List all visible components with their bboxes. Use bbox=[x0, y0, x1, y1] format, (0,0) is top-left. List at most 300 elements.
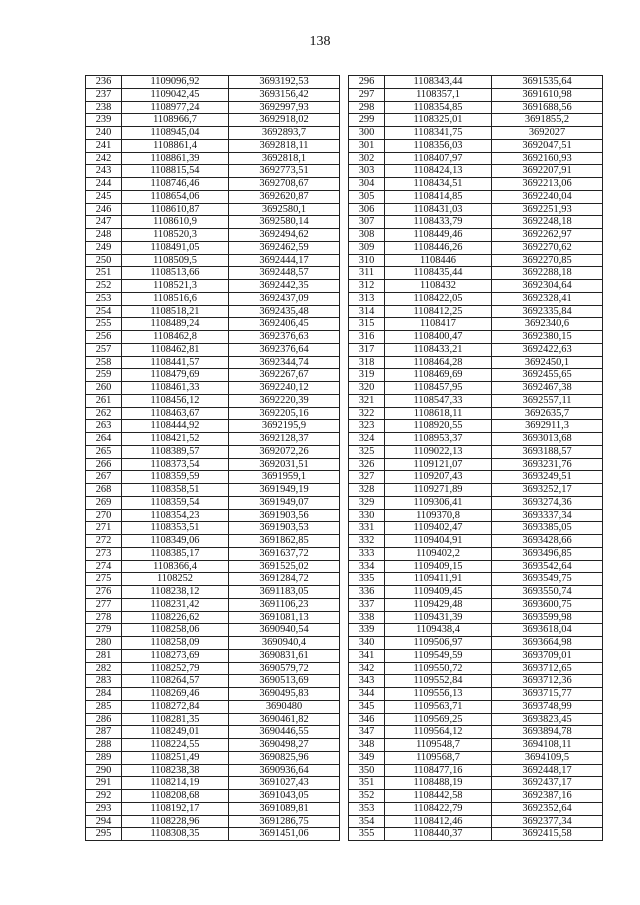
x-coordinate-cell: 1108746,46 bbox=[122, 178, 229, 191]
point-number-cell: 242 bbox=[86, 152, 122, 165]
y-coordinate-cell: 3693823,45 bbox=[492, 713, 603, 726]
point-number-cell: 256 bbox=[86, 331, 122, 344]
table-row bbox=[349, 637, 603, 650]
point-number-cell: 354 bbox=[349, 815, 385, 828]
point-number-cell: 350 bbox=[349, 764, 385, 777]
coordinates-table-left bbox=[85, 75, 340, 841]
y-coordinate-cell: 3691284,72 bbox=[229, 573, 340, 586]
table-row bbox=[86, 802, 340, 815]
x-coordinate-cell: 1108421,52 bbox=[122, 433, 229, 446]
x-coordinate-cell: 1108509,5 bbox=[122, 254, 229, 267]
point-number-cell: 317 bbox=[349, 343, 385, 356]
point-number-cell: 300 bbox=[349, 127, 385, 140]
table-row bbox=[349, 586, 603, 599]
x-coordinate-cell: 1108208,68 bbox=[122, 790, 229, 803]
x-coordinate-cell: 1109431,39 bbox=[385, 611, 492, 624]
point-number-cell: 353 bbox=[349, 802, 385, 815]
x-coordinate-cell: 1108231,42 bbox=[122, 598, 229, 611]
x-coordinate-cell: 1108521,3 bbox=[122, 280, 229, 293]
y-coordinate-cell: 3692340,6 bbox=[492, 318, 603, 331]
table-row bbox=[86, 764, 340, 777]
table-row bbox=[349, 764, 603, 777]
point-number-cell: 244 bbox=[86, 178, 122, 191]
y-coordinate-cell: 3692031,51 bbox=[229, 458, 340, 471]
y-coordinate-cell: 3693599,98 bbox=[492, 611, 603, 624]
y-coordinate-cell: 3693715,77 bbox=[492, 688, 603, 701]
table-row bbox=[349, 777, 603, 790]
table-row bbox=[86, 649, 340, 662]
x-coordinate-cell: 1108258,06 bbox=[122, 624, 229, 637]
table-row bbox=[86, 700, 340, 713]
x-coordinate-cell: 1108442,58 bbox=[385, 790, 492, 803]
x-coordinate-cell: 1108258,09 bbox=[122, 637, 229, 650]
x-coordinate-cell: 1109569,25 bbox=[385, 713, 492, 726]
point-number-cell: 298 bbox=[349, 101, 385, 114]
table-row bbox=[349, 305, 603, 318]
point-number-cell: 307 bbox=[349, 216, 385, 229]
point-number-cell: 346 bbox=[349, 713, 385, 726]
table-row bbox=[86, 535, 340, 548]
y-coordinate-cell: 3693618,04 bbox=[492, 624, 603, 637]
y-coordinate-cell: 3691610,98 bbox=[492, 88, 603, 101]
y-coordinate-cell: 3691106,23 bbox=[229, 598, 340, 611]
table-row bbox=[86, 190, 340, 203]
point-number-cell: 311 bbox=[349, 267, 385, 280]
x-coordinate-cell: 1108966,7 bbox=[122, 114, 229, 127]
point-number-cell: 310 bbox=[349, 254, 385, 267]
y-coordinate-cell: 3692262,97 bbox=[492, 229, 603, 242]
y-coordinate-cell: 3692328,41 bbox=[492, 292, 603, 305]
point-number-cell: 260 bbox=[86, 382, 122, 395]
point-number-cell: 330 bbox=[349, 509, 385, 522]
x-coordinate-cell: 1108920,55 bbox=[385, 420, 492, 433]
x-coordinate-cell: 1108385,17 bbox=[122, 547, 229, 560]
table-row bbox=[86, 407, 340, 420]
table-row bbox=[86, 254, 340, 267]
y-coordinate-cell: 3692462,59 bbox=[229, 241, 340, 254]
x-coordinate-cell: 1108343,44 bbox=[385, 76, 492, 89]
point-number-cell: 251 bbox=[86, 267, 122, 280]
point-number-cell: 249 bbox=[86, 241, 122, 254]
point-number-cell: 293 bbox=[86, 802, 122, 815]
point-number-cell: 246 bbox=[86, 203, 122, 216]
x-coordinate-cell: 1108431,03 bbox=[385, 203, 492, 216]
y-coordinate-cell: 3693549,75 bbox=[492, 573, 603, 586]
table-row bbox=[86, 216, 340, 229]
table-row bbox=[86, 203, 340, 216]
y-coordinate-cell: 3691949,19 bbox=[229, 484, 340, 497]
x-coordinate-cell: 1108226,62 bbox=[122, 611, 229, 624]
point-number-cell: 252 bbox=[86, 280, 122, 293]
x-coordinate-cell: 1109438,4 bbox=[385, 624, 492, 637]
y-coordinate-cell: 3692635,7 bbox=[492, 407, 603, 420]
table-row bbox=[349, 229, 603, 242]
x-coordinate-cell: 1109564,12 bbox=[385, 726, 492, 739]
table-row bbox=[349, 203, 603, 216]
point-number-cell: 319 bbox=[349, 369, 385, 382]
table-row bbox=[349, 318, 603, 331]
table-row bbox=[86, 598, 340, 611]
x-coordinate-cell: 1108251,49 bbox=[122, 751, 229, 764]
y-coordinate-cell: 3693748,99 bbox=[492, 700, 603, 713]
x-coordinate-cell: 1108412,25 bbox=[385, 305, 492, 318]
table-row bbox=[86, 560, 340, 573]
y-coordinate-cell: 3693274,36 bbox=[492, 496, 603, 509]
table-row bbox=[86, 471, 340, 484]
point-number-cell: 274 bbox=[86, 560, 122, 573]
y-coordinate-cell: 3692267,67 bbox=[229, 369, 340, 382]
y-coordinate-cell: 3693542,64 bbox=[492, 560, 603, 573]
coordinates-table-right bbox=[348, 75, 603, 841]
point-number-cell: 277 bbox=[86, 598, 122, 611]
y-coordinate-cell: 3692422,63 bbox=[492, 343, 603, 356]
y-coordinate-cell: 3693428,66 bbox=[492, 535, 603, 548]
x-coordinate-cell: 1108238,38 bbox=[122, 764, 229, 777]
x-coordinate-cell: 1108449,46 bbox=[385, 229, 492, 242]
y-coordinate-cell: 3692270,62 bbox=[492, 241, 603, 254]
point-number-cell: 247 bbox=[86, 216, 122, 229]
x-coordinate-cell: 1108479,69 bbox=[122, 369, 229, 382]
x-coordinate-cell: 1108456,12 bbox=[122, 394, 229, 407]
point-number-cell: 240 bbox=[86, 127, 122, 140]
x-coordinate-cell: 1109409,15 bbox=[385, 560, 492, 573]
table-row bbox=[349, 726, 603, 739]
y-coordinate-cell: 3693709,01 bbox=[492, 649, 603, 662]
table-row bbox=[86, 331, 340, 344]
point-number-cell: 245 bbox=[86, 190, 122, 203]
table-row bbox=[349, 382, 603, 395]
table-row bbox=[349, 445, 603, 458]
point-number-cell: 345 bbox=[349, 700, 385, 713]
point-number-cell: 241 bbox=[86, 139, 122, 152]
y-coordinate-cell: 3693231,76 bbox=[492, 458, 603, 471]
table-row bbox=[86, 611, 340, 624]
table-row bbox=[349, 139, 603, 152]
x-coordinate-cell: 1108446 bbox=[385, 254, 492, 267]
y-coordinate-cell: 3693894,78 bbox=[492, 726, 603, 739]
y-coordinate-cell: 3691043,05 bbox=[229, 790, 340, 803]
point-number-cell: 332 bbox=[349, 535, 385, 548]
table-row bbox=[86, 178, 340, 191]
point-number-cell: 315 bbox=[349, 318, 385, 331]
x-coordinate-cell: 1108477,16 bbox=[385, 764, 492, 777]
x-coordinate-cell: 1108341,75 bbox=[385, 127, 492, 140]
point-number-cell: 322 bbox=[349, 407, 385, 420]
point-number-cell: 339 bbox=[349, 624, 385, 637]
table-row bbox=[349, 88, 603, 101]
point-number-cell: 289 bbox=[86, 751, 122, 764]
table-row bbox=[86, 751, 340, 764]
y-coordinate-cell: 3692818,1 bbox=[229, 152, 340, 165]
y-coordinate-cell: 3692437,17 bbox=[492, 777, 603, 790]
table-row bbox=[349, 178, 603, 191]
x-coordinate-cell: 1109550,72 bbox=[385, 662, 492, 675]
point-number-cell: 271 bbox=[86, 522, 122, 535]
x-coordinate-cell: 1108516,6 bbox=[122, 292, 229, 305]
y-coordinate-cell: 3693600,75 bbox=[492, 598, 603, 611]
point-number-cell: 292 bbox=[86, 790, 122, 803]
x-coordinate-cell: 1109370,8 bbox=[385, 509, 492, 522]
x-coordinate-cell: 1108252 bbox=[122, 573, 229, 586]
point-number-cell: 284 bbox=[86, 688, 122, 701]
x-coordinate-cell: 1108359,59 bbox=[122, 471, 229, 484]
x-coordinate-cell: 1108435,44 bbox=[385, 267, 492, 280]
y-coordinate-cell: 3690579,72 bbox=[229, 662, 340, 675]
y-coordinate-cell: 3693013,68 bbox=[492, 433, 603, 446]
x-coordinate-cell: 1109506,97 bbox=[385, 637, 492, 650]
y-coordinate-cell: 3692377,34 bbox=[492, 815, 603, 828]
y-coordinate-cell: 3692620,87 bbox=[229, 190, 340, 203]
table-row bbox=[86, 586, 340, 599]
x-coordinate-cell: 1108359,54 bbox=[122, 496, 229, 509]
point-number-cell: 262 bbox=[86, 407, 122, 420]
point-number-cell: 258 bbox=[86, 356, 122, 369]
table-row bbox=[86, 382, 340, 395]
y-coordinate-cell: 3693188,57 bbox=[492, 445, 603, 458]
y-coordinate-cell: 3691862,85 bbox=[229, 535, 340, 548]
table-row bbox=[349, 828, 603, 841]
table-row bbox=[349, 241, 603, 254]
table-row bbox=[86, 509, 340, 522]
x-coordinate-cell: 1108518,21 bbox=[122, 305, 229, 318]
point-number-cell: 337 bbox=[349, 598, 385, 611]
y-coordinate-cell: 3693496,85 bbox=[492, 547, 603, 560]
y-coordinate-cell: 3691183,05 bbox=[229, 586, 340, 599]
table-row bbox=[349, 522, 603, 535]
y-coordinate-cell: 3693156,42 bbox=[229, 88, 340, 101]
y-coordinate-cell: 3692207,91 bbox=[492, 165, 603, 178]
point-number-cell: 272 bbox=[86, 535, 122, 548]
y-coordinate-cell: 3691089,81 bbox=[229, 802, 340, 815]
table-row bbox=[86, 675, 340, 688]
x-coordinate-cell: 1108228,96 bbox=[122, 815, 229, 828]
x-coordinate-cell: 1109271,89 bbox=[385, 484, 492, 497]
y-coordinate-cell: 3692448,17 bbox=[492, 764, 603, 777]
table-row bbox=[349, 751, 603, 764]
x-coordinate-cell: 1109411,91 bbox=[385, 573, 492, 586]
x-coordinate-cell: 1109552,84 bbox=[385, 675, 492, 688]
y-coordinate-cell: 3692442,35 bbox=[229, 280, 340, 293]
x-coordinate-cell: 1108325,01 bbox=[385, 114, 492, 127]
point-number-cell: 342 bbox=[349, 662, 385, 675]
point-number-cell: 291 bbox=[86, 777, 122, 790]
x-coordinate-cell: 1108489,24 bbox=[122, 318, 229, 331]
x-coordinate-cell: 1108192,17 bbox=[122, 802, 229, 815]
x-coordinate-cell: 1108433,21 bbox=[385, 343, 492, 356]
x-coordinate-cell: 1108249,01 bbox=[122, 726, 229, 739]
table-row bbox=[86, 624, 340, 637]
y-coordinate-cell: 3692240,04 bbox=[492, 190, 603, 203]
point-number-cell: 278 bbox=[86, 611, 122, 624]
x-coordinate-cell: 1108861,39 bbox=[122, 152, 229, 165]
x-coordinate-cell: 1108356,03 bbox=[385, 139, 492, 152]
x-coordinate-cell: 1108407,97 bbox=[385, 152, 492, 165]
x-coordinate-cell: 1109306,41 bbox=[385, 496, 492, 509]
point-number-cell: 250 bbox=[86, 254, 122, 267]
y-coordinate-cell: 3692128,37 bbox=[229, 433, 340, 446]
table-row bbox=[86, 241, 340, 254]
x-coordinate-cell: 1109556,13 bbox=[385, 688, 492, 701]
table-row bbox=[349, 331, 603, 344]
x-coordinate-cell: 1108214,19 bbox=[122, 777, 229, 790]
table-row bbox=[86, 522, 340, 535]
x-coordinate-cell: 1109429,48 bbox=[385, 598, 492, 611]
point-number-cell: 335 bbox=[349, 573, 385, 586]
point-number-cell: 238 bbox=[86, 101, 122, 114]
point-number-cell: 320 bbox=[349, 382, 385, 395]
y-coordinate-cell: 3693664,98 bbox=[492, 637, 603, 650]
table-row bbox=[86, 790, 340, 803]
table-row bbox=[349, 713, 603, 726]
point-number-cell: 295 bbox=[86, 828, 122, 841]
table-row bbox=[349, 815, 603, 828]
y-coordinate-cell: 3693337,34 bbox=[492, 509, 603, 522]
y-coordinate-cell: 3692251,93 bbox=[492, 203, 603, 216]
y-coordinate-cell: 3692220,39 bbox=[229, 394, 340, 407]
table-row bbox=[349, 420, 603, 433]
point-number-cell: 267 bbox=[86, 471, 122, 484]
y-coordinate-cell: 3692911,3 bbox=[492, 420, 603, 433]
table-row bbox=[86, 76, 340, 89]
x-coordinate-cell: 1108610,9 bbox=[122, 216, 229, 229]
table-row bbox=[86, 343, 340, 356]
x-coordinate-cell: 1108354,85 bbox=[385, 101, 492, 114]
point-number-cell: 255 bbox=[86, 318, 122, 331]
table-row bbox=[349, 101, 603, 114]
y-coordinate-cell: 3692240,12 bbox=[229, 382, 340, 395]
y-coordinate-cell: 3690940,54 bbox=[229, 624, 340, 637]
table-row bbox=[86, 139, 340, 152]
x-coordinate-cell: 1108353,51 bbox=[122, 522, 229, 535]
x-coordinate-cell: 1108366,4 bbox=[122, 560, 229, 573]
point-number-cell: 280 bbox=[86, 637, 122, 650]
point-number-cell: 348 bbox=[349, 739, 385, 752]
x-coordinate-cell: 1108444,92 bbox=[122, 420, 229, 433]
x-coordinate-cell: 1109402,2 bbox=[385, 547, 492, 560]
x-coordinate-cell: 1108440,37 bbox=[385, 828, 492, 841]
y-coordinate-cell: 3693249,51 bbox=[492, 471, 603, 484]
point-number-cell: 344 bbox=[349, 688, 385, 701]
y-coordinate-cell: 3691903,56 bbox=[229, 509, 340, 522]
x-coordinate-cell: 1108513,66 bbox=[122, 267, 229, 280]
point-number-cell: 349 bbox=[349, 751, 385, 764]
table-row bbox=[86, 292, 340, 305]
x-coordinate-cell: 1108815,54 bbox=[122, 165, 229, 178]
point-number-cell: 333 bbox=[349, 547, 385, 560]
y-coordinate-cell: 3692270,85 bbox=[492, 254, 603, 267]
y-coordinate-cell: 3690498,27 bbox=[229, 739, 340, 752]
x-coordinate-cell: 1108238,12 bbox=[122, 586, 229, 599]
point-number-cell: 355 bbox=[349, 828, 385, 841]
y-coordinate-cell: 3692380,15 bbox=[492, 331, 603, 344]
table-row bbox=[349, 165, 603, 178]
point-number-cell: 287 bbox=[86, 726, 122, 739]
x-coordinate-cell: 1108618,11 bbox=[385, 407, 492, 420]
y-coordinate-cell: 3692580,1 bbox=[229, 203, 340, 216]
y-coordinate-cell: 3692773,51 bbox=[229, 165, 340, 178]
point-number-cell: 270 bbox=[86, 509, 122, 522]
table-row bbox=[349, 547, 603, 560]
y-coordinate-cell: 3692580,14 bbox=[229, 216, 340, 229]
x-coordinate-cell: 1108861,4 bbox=[122, 139, 229, 152]
x-coordinate-cell: 1108349,06 bbox=[122, 535, 229, 548]
point-number-cell: 276 bbox=[86, 586, 122, 599]
point-number-cell: 283 bbox=[86, 675, 122, 688]
x-coordinate-cell: 1108389,57 bbox=[122, 445, 229, 458]
x-coordinate-cell: 1108400,47 bbox=[385, 331, 492, 344]
table-row bbox=[86, 318, 340, 331]
x-coordinate-cell: 1108424,13 bbox=[385, 165, 492, 178]
point-number-cell: 312 bbox=[349, 280, 385, 293]
point-number-cell: 288 bbox=[86, 739, 122, 752]
x-coordinate-cell: 1109022,13 bbox=[385, 445, 492, 458]
x-coordinate-cell: 1109402,47 bbox=[385, 522, 492, 535]
y-coordinate-cell: 3692072,26 bbox=[229, 445, 340, 458]
table-row bbox=[349, 598, 603, 611]
y-coordinate-cell: 3690513,69 bbox=[229, 675, 340, 688]
y-coordinate-cell: 3692205,16 bbox=[229, 407, 340, 420]
y-coordinate-cell: 3692708,67 bbox=[229, 178, 340, 191]
point-number-cell: 331 bbox=[349, 522, 385, 535]
point-number-cell: 338 bbox=[349, 611, 385, 624]
table-row bbox=[86, 369, 340, 382]
point-number-cell: 334 bbox=[349, 560, 385, 573]
y-coordinate-cell: 3691535,64 bbox=[492, 76, 603, 89]
table-row bbox=[349, 394, 603, 407]
table-row bbox=[349, 560, 603, 573]
table-row bbox=[349, 114, 603, 127]
point-number-cell: 285 bbox=[86, 700, 122, 713]
y-coordinate-cell: 3692450,1 bbox=[492, 356, 603, 369]
x-coordinate-cell: 1108441,57 bbox=[122, 356, 229, 369]
point-number-cell: 301 bbox=[349, 139, 385, 152]
table-row bbox=[86, 420, 340, 433]
point-number-cell: 303 bbox=[349, 165, 385, 178]
x-coordinate-cell: 1109404,91 bbox=[385, 535, 492, 548]
y-coordinate-cell: 3691959,1 bbox=[229, 471, 340, 484]
point-number-cell: 329 bbox=[349, 496, 385, 509]
table-row bbox=[349, 675, 603, 688]
x-coordinate-cell: 1108547,33 bbox=[385, 394, 492, 407]
table-row bbox=[86, 637, 340, 650]
table-row bbox=[349, 611, 603, 624]
x-coordinate-cell: 1109563,71 bbox=[385, 700, 492, 713]
y-coordinate-cell: 3692047,51 bbox=[492, 139, 603, 152]
y-coordinate-cell: 3691903,53 bbox=[229, 522, 340, 535]
x-coordinate-cell: 1108488,19 bbox=[385, 777, 492, 790]
table-row bbox=[349, 369, 603, 382]
y-coordinate-cell: 3693192,53 bbox=[229, 76, 340, 89]
point-number-cell: 309 bbox=[349, 241, 385, 254]
y-coordinate-cell: 3692387,16 bbox=[492, 790, 603, 803]
point-number-cell: 324 bbox=[349, 433, 385, 446]
y-coordinate-cell: 3690495,83 bbox=[229, 688, 340, 701]
x-coordinate-cell: 1108610,87 bbox=[122, 203, 229, 216]
point-number-cell: 248 bbox=[86, 229, 122, 242]
x-coordinate-cell: 1108945,04 bbox=[122, 127, 229, 140]
table-row bbox=[86, 394, 340, 407]
table-row bbox=[349, 433, 603, 446]
y-coordinate-cell: 3692437,09 bbox=[229, 292, 340, 305]
table-row bbox=[349, 471, 603, 484]
table-row bbox=[86, 496, 340, 509]
point-number-cell: 273 bbox=[86, 547, 122, 560]
x-coordinate-cell: 1108432 bbox=[385, 280, 492, 293]
y-coordinate-cell: 3693252,17 bbox=[492, 484, 603, 497]
point-number-cell: 305 bbox=[349, 190, 385, 203]
y-coordinate-cell: 3691855,2 bbox=[492, 114, 603, 127]
x-coordinate-cell: 1108953,37 bbox=[385, 433, 492, 446]
